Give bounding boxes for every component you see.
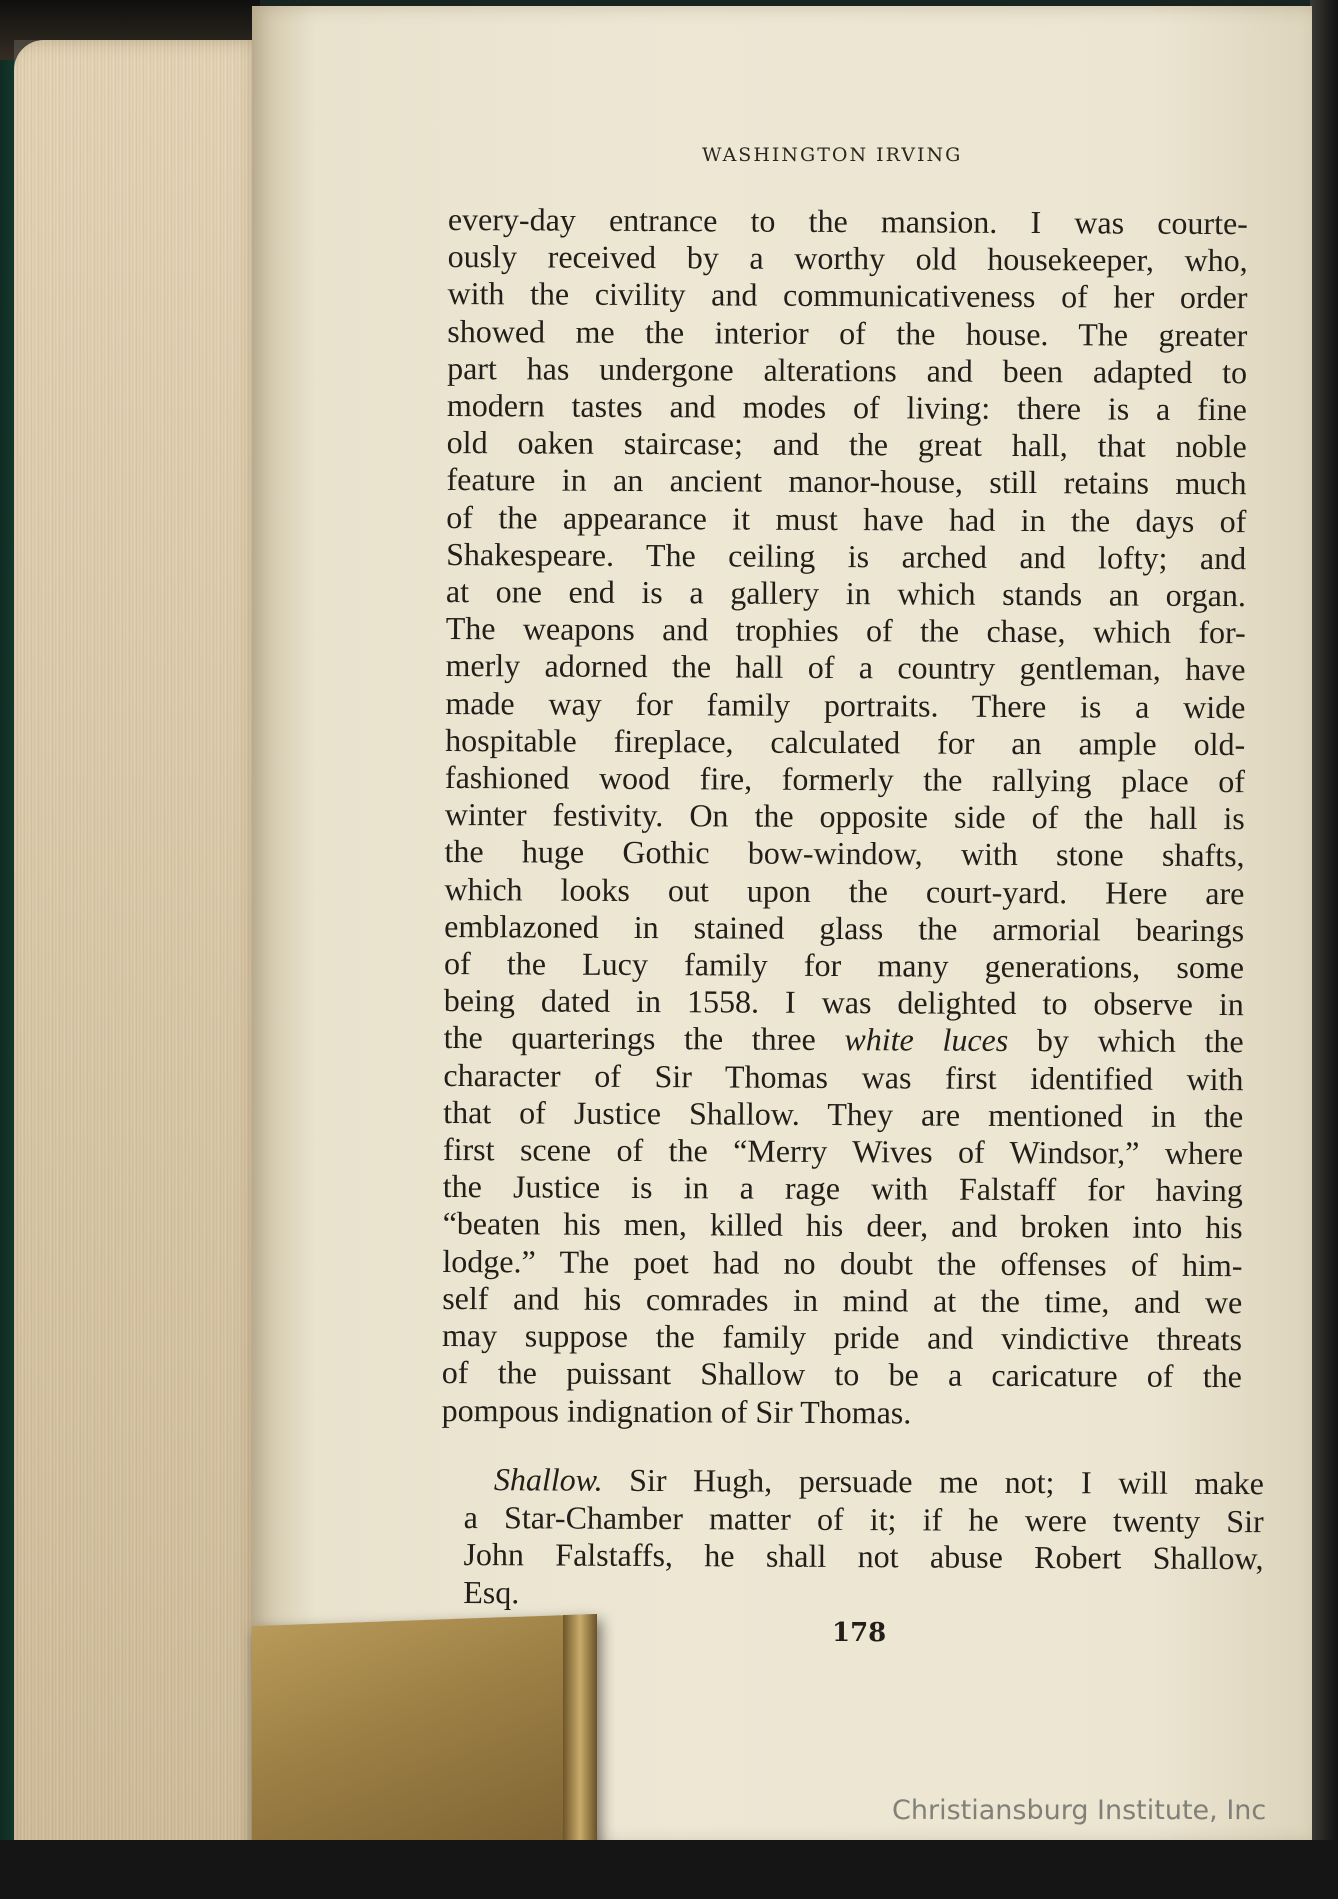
book-page: [252, 6, 1312, 1844]
body-line: Shakespeare. The ceiling is arched and lofty; and: [446, 535, 1247, 577]
running-head: WASHINGTON IRVING: [702, 144, 963, 166]
body-line: hospitable fireplace, calculated for an ample old-: [445, 721, 1246, 763]
body-line: pompous indignation of Sir Thomas.: [441, 1391, 912, 1430]
body-line: winter festivity. On the opposite side of the hall is: [444, 796, 1245, 837]
speaker-name: Shallow.: [493, 1461, 603, 1498]
body-line: at one end is a gallery in which stands an organ.: [445, 573, 1247, 614]
body-line: with the civility and communicativeness of her order: [447, 275, 1248, 316]
body-line: showed me the interior of the house. The greater: [447, 312, 1248, 353]
body-line: first scene of the “Merry Wives of Windsor,” where: [442, 1131, 1244, 1172]
watermark: Christiansburg Institute, Inc: [892, 1795, 1267, 1826]
quote-line: [464, 1461, 1264, 1503]
quote-line: Esq.: [463, 1573, 520, 1610]
body-line: emblazoned in stained glass the armorial bearings: [444, 907, 1245, 949]
text-segment: by which the: [1008, 1022, 1244, 1060]
quote-line: John Falstaffs, he shall not abuse Robert Shallow,: [463, 1535, 1264, 1577]
body-line: part has undergone alterations and been adapted to: [447, 349, 1248, 390]
body-line: that of Justice Shallow. They are mentioned in the: [443, 1093, 1244, 1135]
shakespeare-quote: [463, 1461, 1264, 1615]
body-line: modern tastes and modes of living: there is a fine: [446, 387, 1248, 428]
body-line: made way for family portraits. There is a wide: [445, 684, 1246, 725]
body-line: being dated in 1558. I was delighted to observe in: [443, 982, 1244, 1023]
body-line: lodge.” The poet had no doubt the offenses of him-: [442, 1242, 1243, 1283]
body-line: every-day entrance to the mansion. I was courte-: [447, 201, 1248, 242]
body-line: self and his comrades in mind at the time, and we: [442, 1279, 1243, 1321]
italic-phrase: white luces: [844, 1021, 1009, 1059]
text-segment: the quarterings the three: [443, 1019, 845, 1058]
quote-line: a Star-Chamber matter of it; if he were twenty Sir: [463, 1498, 1264, 1539]
body-line: The weapons and trophies of the chase, which for-: [445, 610, 1246, 651]
right-shadow-edge: [1310, 0, 1338, 1899]
body-line: may suppose the family pride and vindictive threats: [441, 1317, 1243, 1358]
body-line: character of Sir Thomas was first identified with: [443, 1056, 1244, 1097]
body-line: the huge Gothic bow-window, with stone shafts,: [444, 833, 1245, 874]
body-line: which looks out upon the court-yard. Here are: [444, 870, 1245, 911]
body-line: ously received by a worthy old housekeeper, who,: [447, 238, 1248, 279]
text-segment: Sir Hugh, persuade me not; I will make: [602, 1461, 1264, 1502]
body-line-italic: [444, 1019, 1244, 1060]
page-edges-stack: [14, 40, 264, 1870]
body-paragraph: [442, 201, 1248, 1433]
body-line: of the Lucy family for many generations, some: [443, 945, 1245, 986]
body-line: “beaten his men, killed his deer, and broken into his: [442, 1205, 1243, 1246]
body-line: old oaken staircase; and the great hall, that noble: [446, 424, 1247, 465]
bottom-shadow: [0, 1840, 1338, 1899]
body-line: feature in an ancient manor-house, still retains much: [446, 461, 1247, 502]
body-line: merly adorned the hall of a country gentleman, have: [445, 647, 1246, 688]
body-line: of the appearance it must have had in the days of: [446, 498, 1247, 539]
page-number: 178: [832, 1618, 887, 1648]
body-line: fashioned wood fire, formerly the rallying place of: [444, 759, 1246, 800]
body-line: the Justice is in a rage with Falstaff for having: [442, 1168, 1243, 1209]
body-line: of the puissant Shallow to be a caricature of the: [441, 1354, 1242, 1395]
